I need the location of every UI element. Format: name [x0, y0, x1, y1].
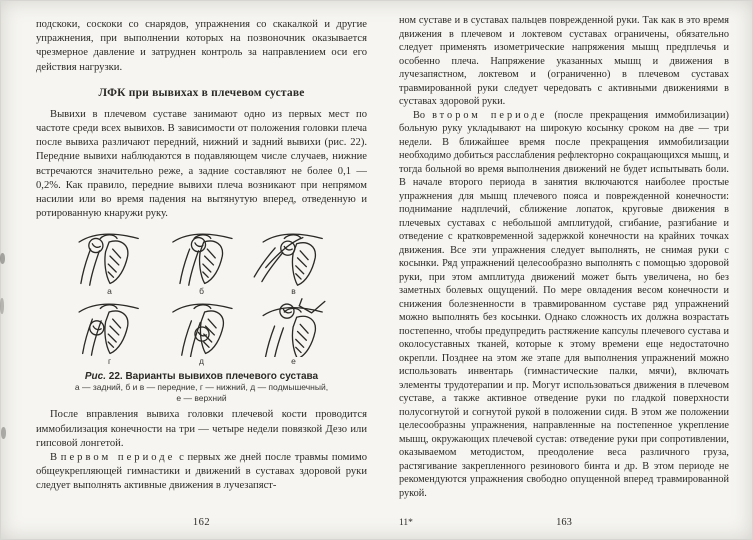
paragraph-continuation-right: ном суставе и в суставах пальцев поврежденной руки. Так как в это время движения в плечевом и локтевом суставах ограничены, обязательно следует применять изометрические напряжения мышц предплечья и особенно плеча. Напряжение указанных мышц и движения в лучезапястном, локтевом и (ограниченно) в плечевом суставах травмированной руки следует чередовать с активными движениями в суставах здоровой руки.	[399, 15, 729, 107]
paragraph-second-period-intro: Во	[413, 109, 433, 121]
figure-grid	[36, 227, 367, 366]
figure-caption-text: 22. Варианты вывихов плечевого сустава	[108, 371, 319, 383]
panel-label: б	[199, 286, 204, 297]
panel-label: в	[291, 286, 296, 297]
scan-speck	[0, 253, 5, 264]
paragraph-intro-vyvihi: Вывихи в плечевом суставе занимают одно из первых мест по частоте среди всех вывихов. В зависимости от положения головки плеча после вывиха различают передний, нижний и задний вывихи (рис. 22). Передние вывихи наблюдаются в подавляющем числе случаев, нижние встречаются значительно реже, а задние составляют не более 0,1 — 0,2%. Как правило, передние вывихи плеча возникают при непрямом насилии или во время падения на вытянутую вперед, отведенную и ротированную кнаружи руку.	[36, 108, 367, 220]
panel-label: е	[291, 356, 296, 367]
figure-legend-line1: а — задний, б и в — передние, г — нижний, д — подмышечный,	[74, 382, 329, 393]
shoulder-dislocation-anterior-sketch	[160, 227, 244, 287]
shoulder-dislocation-anterior2-sketch	[252, 227, 336, 287]
paragraph-first-period-rest: с первых же дней после травмы помимо общеукрепляющей гимнастики и движений в суставах здоровой руки следует выполнять активные движения в лучезапяст-	[36, 452, 367, 492]
figure-panel-g	[68, 297, 152, 366]
figure-caption	[36, 371, 367, 403]
figure-panel-e	[252, 297, 336, 366]
page-footer-right	[399, 517, 729, 528]
paragraph-immobilization: После вправления вывиха головки плечевой кости проводится иммобилизация конечности на три — четыре недели повязкой Дезо или гипсовой лонгетой.	[36, 409, 367, 449]
figure-panel-b	[160, 227, 244, 296]
scan-speck	[1, 427, 6, 439]
shoulder-dislocation-axillary-sketch	[160, 297, 244, 357]
figure-22	[36, 227, 367, 403]
paragraph-first-period-spaced: первом периоде	[60, 452, 176, 464]
panel-label: г	[107, 356, 112, 367]
paragraph-second-period-spaced: втором периоде	[432, 109, 548, 121]
paragraph-first-period-intro: В	[50, 452, 61, 464]
figure-caption-prefix: Рис.	[84, 371, 109, 383]
panel-label: д	[199, 356, 204, 367]
page-number-right: 163	[556, 517, 572, 528]
figure-caption-title	[36, 371, 367, 382]
paragraph-first-period	[36, 451, 367, 494]
figure-panel-v	[252, 227, 336, 296]
figure-legend-line2: е — верхний	[176, 392, 227, 403]
page-number-left: 162	[192, 517, 211, 528]
paragraph-second-period	[399, 109, 729, 501]
shoulder-dislocation-inferior-sketch	[68, 297, 152, 357]
panel-label: а	[107, 286, 112, 297]
figure-panel-d	[160, 297, 244, 366]
page-right	[399, 14, 729, 530]
figure-panel-a	[68, 227, 152, 296]
shoulder-dislocation-posterior-sketch	[68, 227, 152, 287]
section-heading: ЛФК при вывихах в плечевом суставе	[98, 86, 305, 99]
shoulder-dislocation-superior-sketch	[252, 297, 336, 357]
scan-speck	[0, 298, 4, 314]
page-left	[36, 18, 367, 530]
signature-mark: 11*	[399, 518, 413, 528]
paragraph-continuation: подскоки, соскоки со снарядов, упражнения со скакалкой и другие упражнения, при выполнении которых на позвоночник оказывается чрезмерное давление и затруднен контроль за направлением оси его действия нагрузки.	[36, 19, 367, 73]
paragraph-second-period-rest: (после прекращения иммобилизации) больную руку укладывают на широкую косынку сроком на две — три недели. В ближайшее время после прекращения иммобилизации необходимо добиться расслабления рефлекторно сокращающихся мышц, и тогда больной во время выполнения движений не будет испытывать боли. В начале второго периода в занятия включаются наиболее простые упражнения для мышц плечевого пояса и поврежденной конечности: поднимание надплечий, сближение лопаток, круговые движения в плечевых суставах с небольшой амплитудой, сгибание, разгибание и отведение с кратковременной задержкой конечности на крайних точках движения. Все эти упражнения следует выполнять, не снимая руки с косынки. Ряд упражнений целесообразно выполнять с помощью здоровой руки, при этом амплитуда движений может быть увеличена, но без заметных болевых ощущений. По мере овладения весом конечности и снижения болезненности в травмированном суставе ряд упражнений можно выполнять без косынки. Однако сложность их должна возрастать постепенно, чтобы предупредить растяжение капсулы плечевого сустава и околосуставных тканей, которые к этому времени еще недостаточно окрепли. Позднее на этом же этапе для выполнения упражнений можно использовать инвентарь (гимнастические палки, мячи), включать элементы трудотерапии и пр. Могут использоваться движения в плечевом суставе, а также активное отведение руки по гладкой поверхности полусогнутой и согнутой рукой в положении сидя. В этом же положении целесообразны упражнения, направленные на постепенное укрепление мышц, окружающих плечевой сустав: отведение руки при сопротивлении, оказываемом методистом, преодоление веса различного груза, растягивание закрепленного резинового бинта и др. В этом периоде не рекомендуются упражнения свободно опущенной вперед травмированной рукой.	[399, 109, 729, 499]
